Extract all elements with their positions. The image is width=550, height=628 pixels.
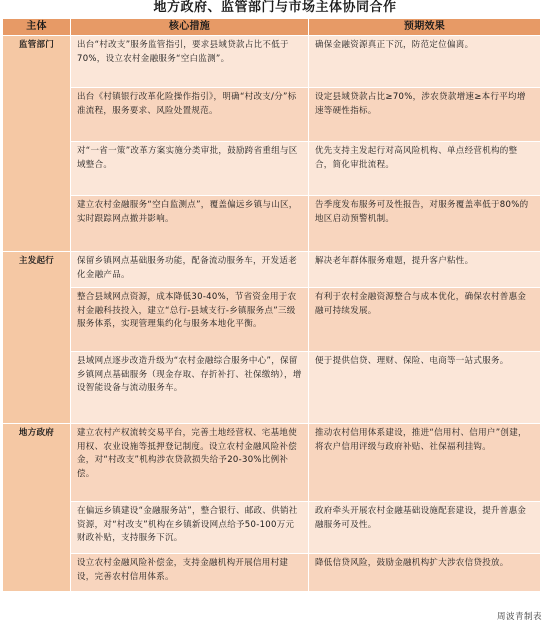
page-title: 地方政府、监管部门与市场主体协同合作 <box>153 0 397 15</box>
table-row <box>3 142 541 196</box>
measure-cell: 对“一省一策”改革方案实施分类审批，鼓励跨省重组与区域整合。 <box>71 142 309 196</box>
effect-cell: 有利于农村金融资源整合与成本优化，确保农村普惠金融可持续发展。 <box>309 288 541 352</box>
effect-cell: 降低信贷风险，鼓励金融机构扩大涉农信贷投放。 <box>309 554 541 592</box>
table-credit: 周波青制表 <box>496 612 542 622</box>
table-row <box>3 554 541 592</box>
header-measures: 核心措施 <box>71 19 309 36</box>
header-effects: 预期效果 <box>309 19 541 36</box>
subject-cell: 监管部门 <box>3 36 71 252</box>
effect-cell: 解决老年群体服务难题，提升客户粘性。 <box>309 252 541 288</box>
subject-cell: 地方政府 <box>3 424 71 592</box>
effect-cell: 政府牵头开展农村金融基础设施配套建设，提升普惠金融服务可及性。 <box>309 502 541 554</box>
table-row <box>3 288 541 352</box>
table-row <box>3 502 541 554</box>
collaboration-table <box>2 18 541 592</box>
measure-cell: 整合县域网点资源，成本降低30-40%，节省资金用于农村金融科技投入，建立“总行-县域支行-乡镇服务点”三级服务体系，实现管理集约化与服务本地化平衡。 <box>71 288 309 352</box>
table-row <box>3 196 541 252</box>
measure-cell: 在偏远乡镇建设“金融服务站”，整合银行、邮政、供销社资源，对“村改支”机构在乡镇新设网点给予50-100万元财政补贴，支持服务下沉。 <box>71 502 309 554</box>
measure-cell: 县域网点逐步改造升级为“农村金融综合服务中心”，保留乡镇网点基础服务（现金存取、存折补打、社保缴纳），增设智能设备与流动服务车。 <box>71 352 309 424</box>
table-header-row <box>3 19 541 36</box>
table-row <box>3 36 541 88</box>
measure-cell: 出台“村改支”服务监管指引，要求县域贷款占比不低于70%，设立农村金融服务“空白监测”。 <box>71 36 309 88</box>
effect-cell: 便于提供信贷、理财、保险、电商等一站式服务。 <box>309 352 541 424</box>
effect-cell: 确保金融资源真正下沉，防范定位偏离。 <box>309 36 541 88</box>
header-subject: 主体 <box>3 19 71 36</box>
measure-cell: 出台《村镇银行改革化险操作指引》，明确“村改支/分”标准流程，服务要求、风险处置规范。 <box>71 88 309 142</box>
effect-cell: 推动农村信用体系建设，推进“信用村、信用户”创建，将农户信用评级与政府补贴、社保福利挂钩。 <box>309 424 541 502</box>
measure-cell: 保留乡镇网点基础服务功能，配备流动服务车，开发适老化金融产品。 <box>71 252 309 288</box>
table-row <box>3 424 541 502</box>
effect-cell: 优先支持主发起行对高风险机构、单点经营机构的整合，简化审批流程。 <box>309 142 541 196</box>
table-row <box>3 88 541 142</box>
measure-cell: 设立农村金融风险补偿金，支持金融机构开展信用村建设，完善农村信用体系。 <box>71 554 309 592</box>
measure-cell: 建立农村金融服务“空白监测点”，覆盖偏远乡镇与山区，实时跟踪网点撤并影响。 <box>71 196 309 252</box>
table-row <box>3 352 541 424</box>
measure-cell: 建立农村产权流转交易平台，完善土地经营权、宅基地使用权、农业设施等抵押登记制度。设立农村金融风险补偿金，对“村改支”机构涉农贷款损失给予20-30%比例补偿。 <box>71 424 309 502</box>
effect-cell: 设定县域贷款占比≥70%，涉农贷款增速≥本行平均增速等硬性指标。 <box>309 88 541 142</box>
subject-cell: 主发起行 <box>3 252 71 424</box>
table-row <box>3 252 541 288</box>
effect-cell: 告季度发布服务可及性报告，对服务覆盖率低于80%的地区启动预警机制。 <box>309 196 541 252</box>
